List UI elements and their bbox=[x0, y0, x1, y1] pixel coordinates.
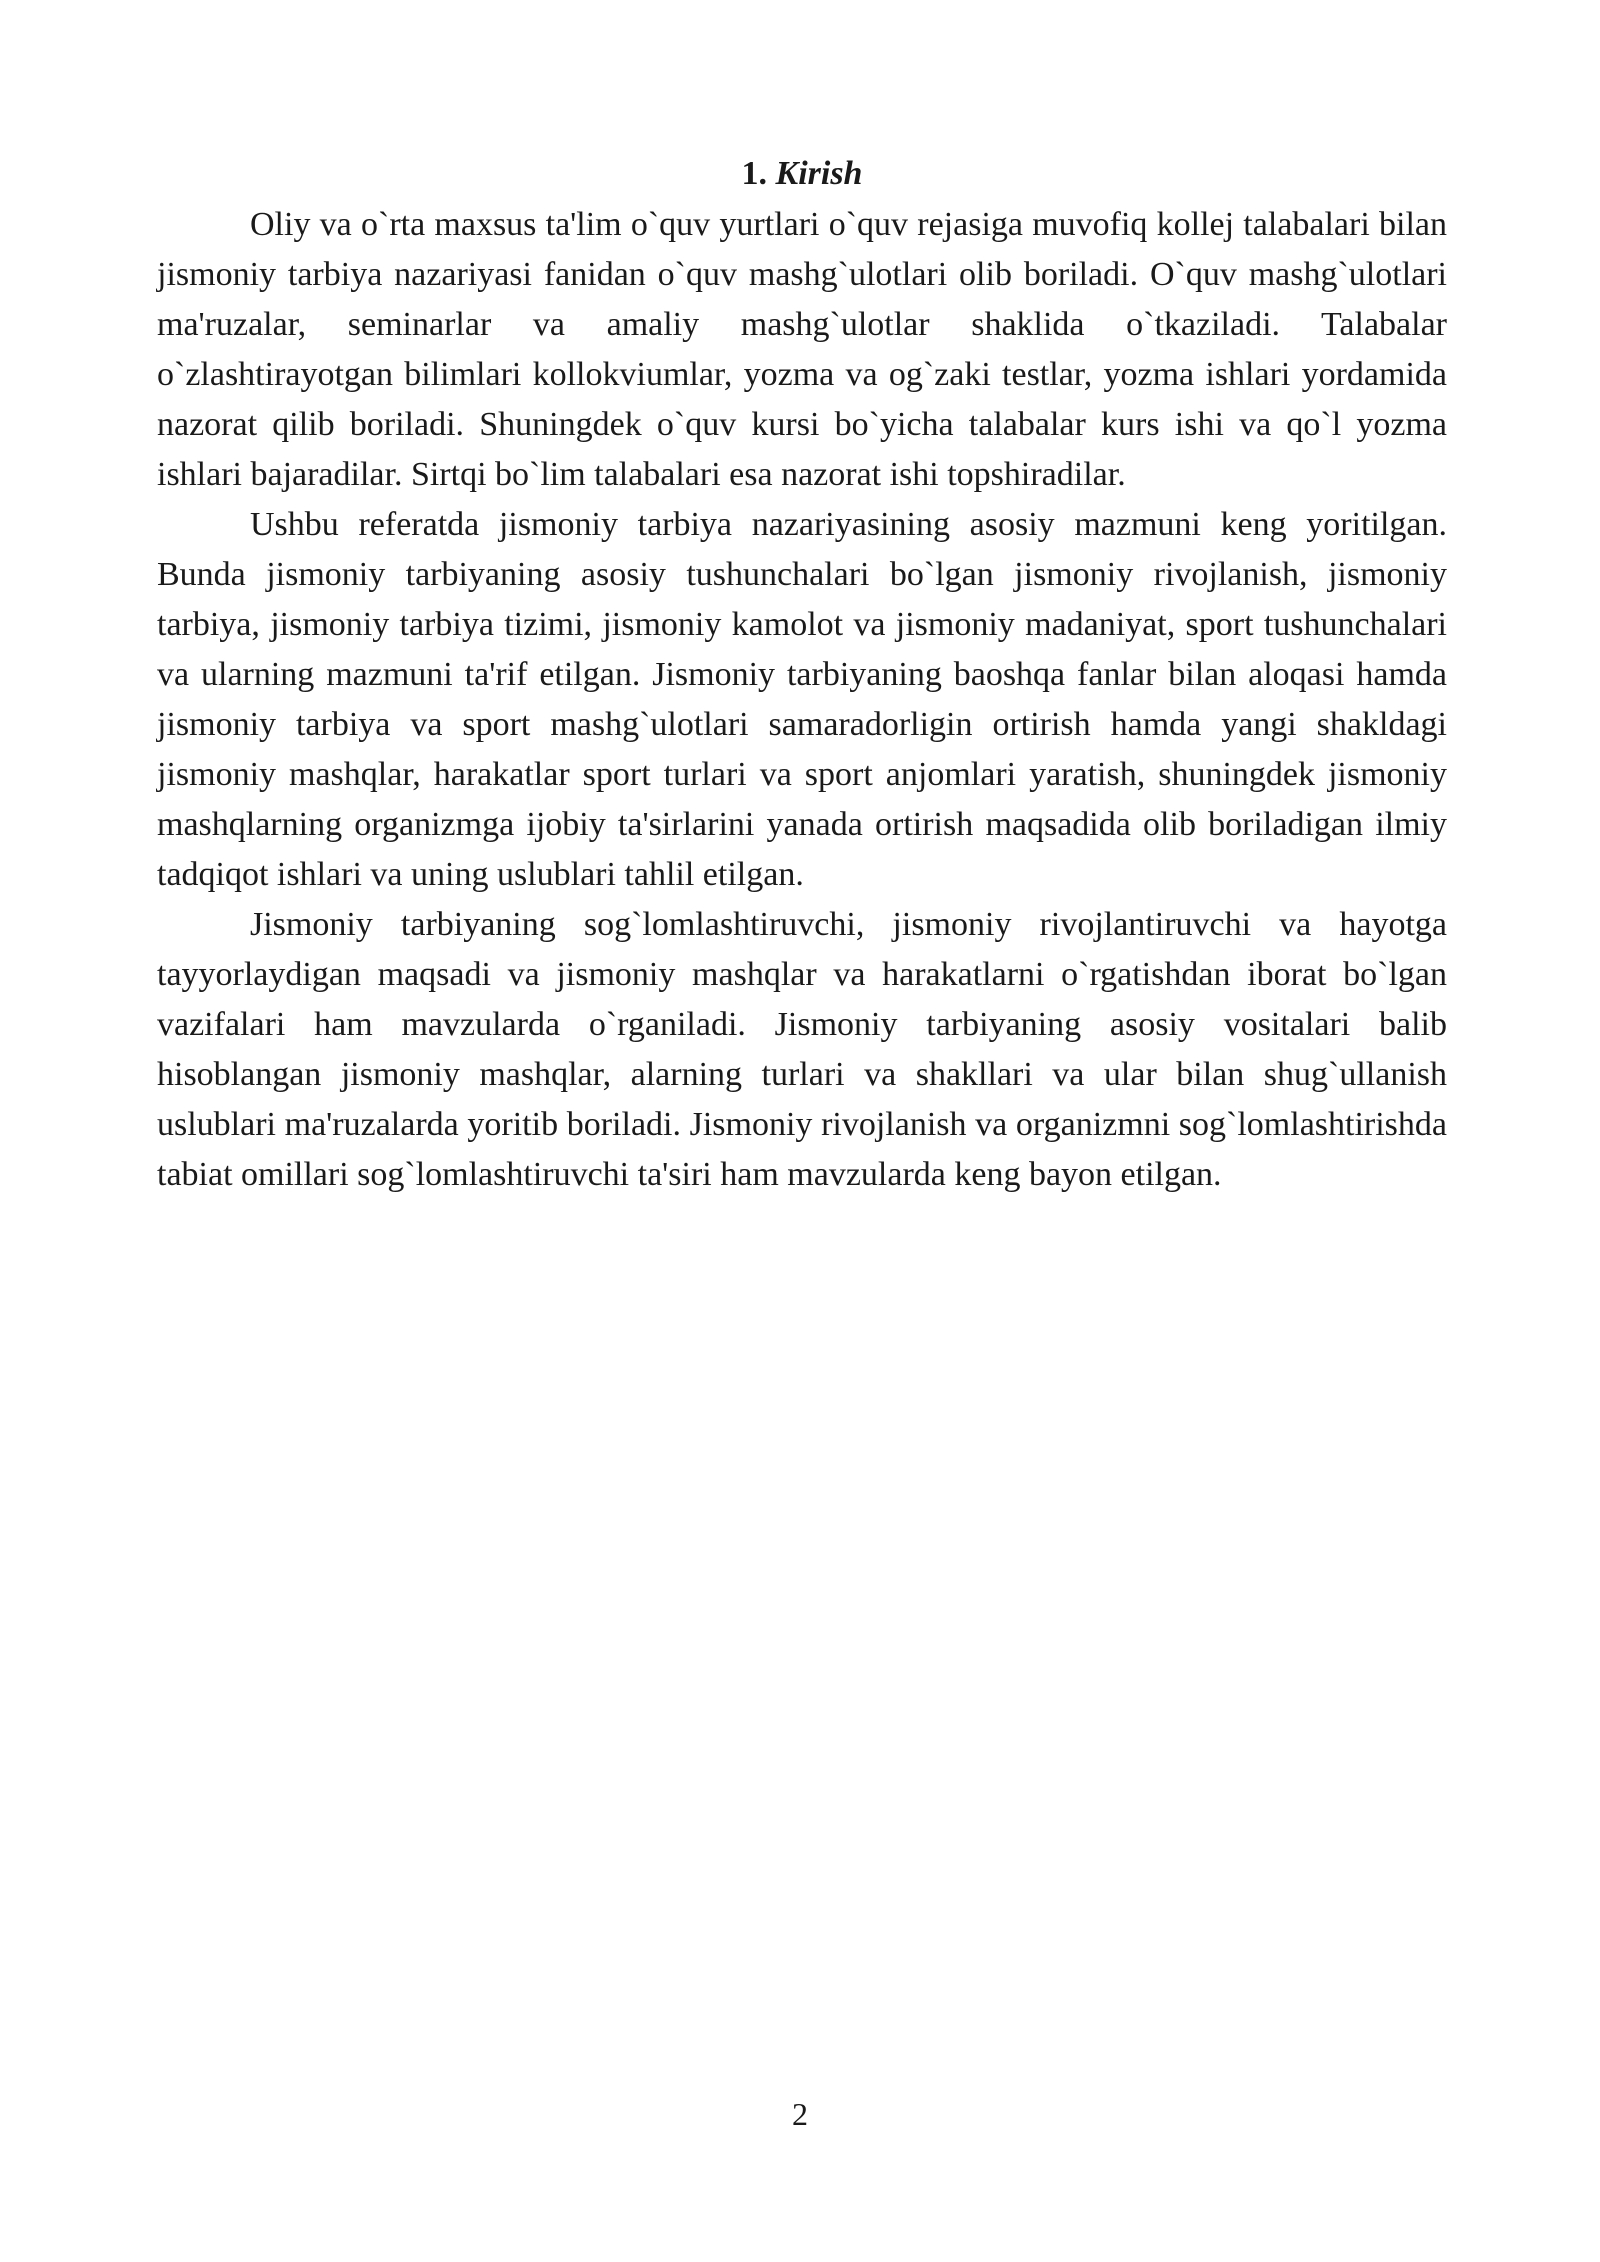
paragraph-2: Ushbu referatda jismoniy tarbiya nazariyasining asosiy mazmuni keng yoritilgan. Bunda jismoniy tarbiyaning asosiy tushunchalari bo`lgan jismoniy rivojlanish, jismoniy tarbiya, jismoniy tarbiya tizimi, jismoniy kamolot va jismoniy madaniyat, sport tushunchalari va ularning mazmuni ta'rif etilgan. Jismoniy tarbiyaning baoshqa fanlar bilan aloqasi hamda jismoniy tarbiya va sport mashg`ulotlari samaradorligin ortirish hamda yangi shakldagi jismoniy mashqlar, harakatlar sport turlari va sport anjomlari yaratish, shuningdek jismoniy mashqlarning organizmga ijobiy ta'sirlarini yanada ortirish maqsadida olib boriladigan ilmiy tadqiqot ishlari va uning uslublari tahlil etilgan. bbox=[157, 506, 1447, 893]
paragraph-3: Jismoniy tarbiyaning sog`lomlashtiruvchi, jismoniy rivojlantiruvchi va hayotga tayyorlaydigan maqsadi va jismoniy mashqlar va harakatlarni o`rgatishdan iborat bo`lgan vazifalari ham mavzularda o`rganiladi. Jismoniy tarbiyaning asosiy vositalari balib hisoblangan jismoniy mashqlar, alarning turlari va shakllari va ular bilan shug`ullanish uslublari ma'ruzalarda yoritib boriladi. Jismoniy rivojlanish va organizmni sog`lomlashtirishda tabiat omillari sog`lomlashtiruvchi ta'siri ham mavzularda keng bayon etilgan. bbox=[157, 906, 1447, 1193]
section-heading bbox=[157, 146, 1447, 202]
page-content bbox=[157, 146, 1447, 1200]
paragraph-1: Oliy va o`rta maxsus ta'lim o`quv yurtlari o`quv rejasiga muvofiq kollej talabalari bilan jismoniy tarbiya nazariyasi fanidan o`quv mashg`ulotlari olib boriladi. O`quv mashg`ulotlari ma'ruzalar, seminarlar va amaliy mashg`ulotlar shaklida o`tkaziladi. Talabalar o`zlashtirayotgan bilimlari kollokviumlar, yozma va og`zaki testlar, yozma ishlari yordamida nazorat qilib boriladi. Shuningdek o`quv kursi bo`yicha talabalar kurs ishi va qo`l yozma ishlari bajaradilar. Sirtqi bo`lim talabalari esa nazorat ishi topshiradilar. bbox=[157, 206, 1447, 493]
section-number: 1. bbox=[741, 155, 768, 192]
section-title: Kirish bbox=[775, 155, 863, 192]
page-number: 2 bbox=[792, 2096, 808, 2132]
